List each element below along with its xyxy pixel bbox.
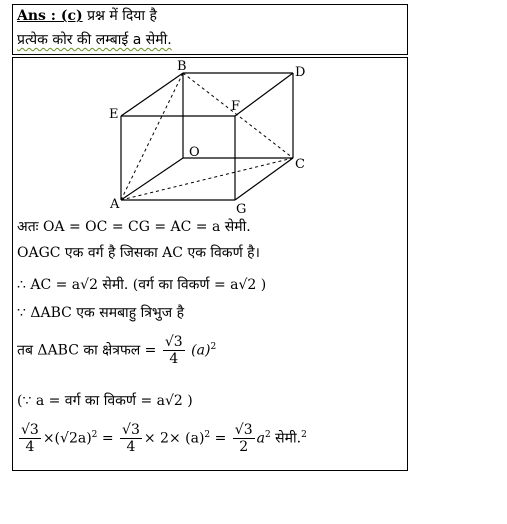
vertex-label-g: G	[236, 202, 247, 217]
vertex-label-b: B	[177, 59, 187, 74]
term-3: a	[256, 430, 265, 447]
fraction-2-denominator: 4	[126, 439, 136, 455]
vertex-label-f: F	[231, 99, 241, 114]
solution-line-1: अतः OA = OC = CG = AC = a सेमी.	[17, 219, 251, 235]
fraction-3-denominator: 2	[239, 439, 249, 455]
solution-line-2: OAGC एक वर्ग है जिसका AC एक विकर्ण है।	[17, 245, 260, 261]
vertex-label-o: O	[189, 145, 200, 160]
fraction-root3-over-4	[163, 334, 185, 367]
fraction-2	[120, 422, 142, 455]
fraction-numerator: √3	[164, 334, 183, 350]
given-line	[17, 31, 172, 49]
vertex-label-c: C	[295, 157, 305, 172]
solution-line-3: ∴ AC = a√2 सेमी. (वर्ग का विकर्ण = a√2 )	[17, 277, 267, 293]
fraction-2-numerator: √3	[122, 422, 140, 438]
fraction-3-numerator: √3	[234, 422, 253, 438]
solution-line-7	[17, 422, 307, 455]
area-term: (a)	[191, 342, 211, 359]
unit-exponent: 2	[301, 429, 307, 440]
answer-line	[17, 7, 157, 25]
header-box	[12, 4, 408, 55]
fraction-1-denominator: 4	[25, 439, 35, 455]
unit-text: सेमी.	[275, 430, 302, 447]
solution-line-4: ∵ ΔABC एक समबाहु त्रिभुज है	[17, 305, 185, 321]
vertex-label-d: D	[295, 65, 306, 80]
vertex-label-a: A	[110, 197, 120, 212]
term-1-exponent: 2	[91, 429, 98, 440]
vertex-label-e: E	[109, 107, 119, 122]
solution-line-5	[17, 334, 216, 367]
term-2: × 2× (a)	[143, 430, 205, 447]
fraction-denominator: 4	[169, 351, 179, 367]
solution-line-6: (∵ a = वर्ग का विकर्ण = a√2 )	[17, 393, 193, 409]
given-text: प्रत्येक कोर की लम्बाई a सेमी.	[17, 32, 172, 48]
equals-1: =	[101, 430, 114, 447]
cube-figure	[13, 58, 409, 218]
term-2-exponent: 2	[204, 429, 211, 440]
equals-2: =	[214, 430, 227, 447]
solution-box	[12, 57, 408, 471]
answer-text: प्रश्न में दिया है	[87, 8, 157, 24]
term-1: ×(√2a)	[42, 430, 92, 447]
fraction-1-numerator: √3	[21, 422, 39, 438]
area-exponent: 2	[210, 341, 217, 352]
fraction-3	[233, 422, 255, 455]
fraction-1	[19, 422, 41, 455]
term-3-exponent: 2	[264, 429, 271, 440]
area-prefix: तब ΔABC का क्षेत्रफल =	[17, 342, 157, 359]
answer-label: Ans : (c)	[17, 8, 83, 24]
